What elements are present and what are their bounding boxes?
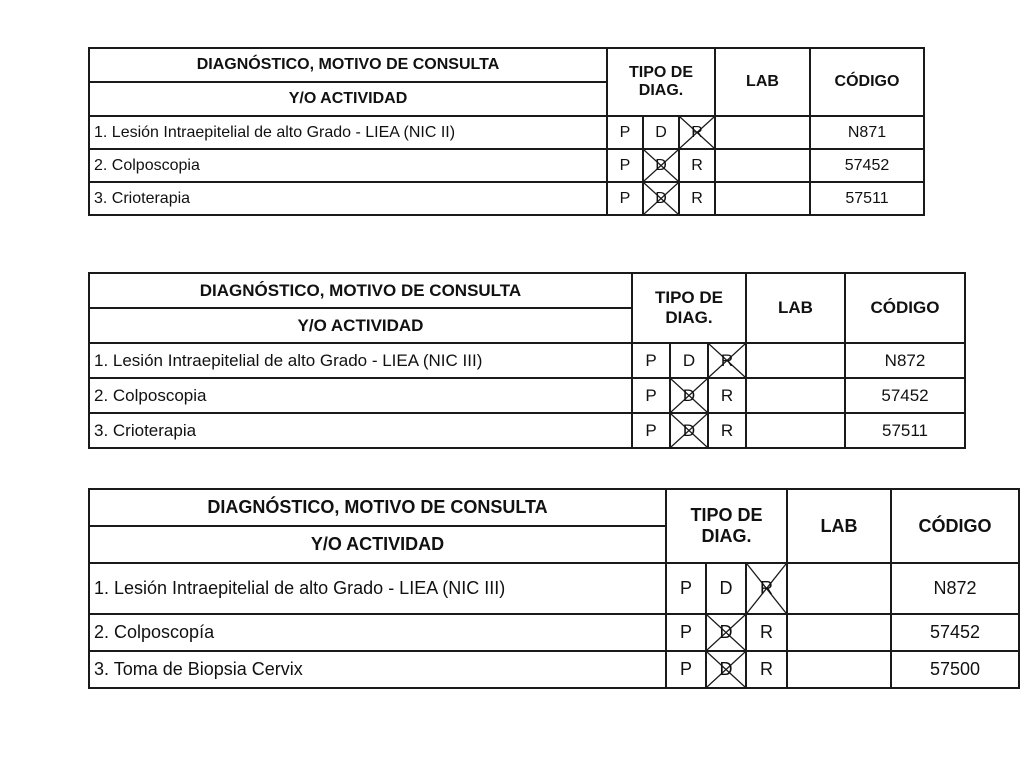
table-row [89, 182, 924, 215]
diag-type-p: P [632, 413, 670, 448]
diagnosis-table-2 [88, 272, 966, 449]
row-codigo: 57500 [891, 651, 1019, 688]
diag-type-d: D [643, 182, 679, 215]
table-row [89, 378, 965, 413]
diag-type-r: R [746, 651, 787, 688]
row-lab [715, 149, 810, 182]
row-description: 3. Toma de Biopsia Cervix [89, 651, 666, 688]
header-lab: LAB [746, 273, 845, 343]
table-row [89, 343, 965, 378]
diag-type-d: D [706, 563, 746, 614]
row-description: 1. Lesión Intraepitelial de alto Grado - LIEA (NIC III) [89, 563, 666, 614]
diag-type-d: D [670, 343, 708, 378]
diag-type-p: P [666, 614, 706, 651]
diag-type-r: R [708, 378, 746, 413]
header-codigo: CÓDIGO [891, 489, 1019, 563]
diag-type-d: D [643, 149, 679, 182]
header-lab: LAB [715, 48, 810, 116]
diag-type-r: R [746, 563, 787, 614]
table-row [89, 614, 1019, 651]
row-lab [715, 182, 810, 215]
row-description: 2. Colposcopia [89, 149, 607, 182]
diag-type-d: D [706, 651, 746, 688]
header-diagnostico: DIAGNÓSTICO, MOTIVO DE CONSULTA [89, 489, 666, 526]
diag-type-r: R [708, 343, 746, 378]
diag-type-p: P [607, 116, 643, 149]
row-codigo: 57452 [891, 614, 1019, 651]
diag-type-r: R [679, 116, 715, 149]
diag-type-p: P [632, 378, 670, 413]
diag-type-d: D [706, 614, 746, 651]
header-lab: LAB [787, 489, 891, 563]
diag-type-r: R [708, 413, 746, 448]
diagnosis-table-1 [88, 47, 925, 216]
row-codigo: N872 [845, 343, 965, 378]
row-lab [746, 378, 845, 413]
table-row [89, 563, 1019, 614]
row-lab [787, 651, 891, 688]
diag-type-p: P [666, 563, 706, 614]
row-description: 1. Lesión Intraepitelial de alto Grado - LIEA (NIC III) [89, 343, 632, 378]
diag-type-r: R [679, 182, 715, 215]
row-lab [715, 116, 810, 149]
row-lab [746, 413, 845, 448]
header-actividad: Y/O ACTIVIDAD [89, 308, 632, 343]
row-description: 3. Crioterapia [89, 413, 632, 448]
header-codigo: CÓDIGO [845, 273, 965, 343]
table-row [89, 413, 965, 448]
row-codigo: 57511 [845, 413, 965, 448]
diag-type-r: R [679, 149, 715, 182]
header-actividad: Y/O ACTIVIDAD [89, 526, 666, 563]
row-description: 1. Lesión Intraepitelial de alto Grado - LIEA (NIC II) [89, 116, 607, 149]
row-codigo: N872 [891, 563, 1019, 614]
row-codigo: 57452 [845, 378, 965, 413]
header-tipo-diag: TIPO DE DIAG. [632, 273, 746, 343]
diag-type-p: P [666, 651, 706, 688]
row-lab [787, 614, 891, 651]
row-lab [787, 563, 891, 614]
row-codigo: N871 [810, 116, 924, 149]
row-description: 2. Colposcopia [89, 378, 632, 413]
diag-type-d: D [643, 116, 679, 149]
header-diagnostico: DIAGNÓSTICO, MOTIVO DE CONSULTA [89, 273, 632, 308]
header-tipo-diag: TIPO DE DIAG. [607, 48, 715, 116]
diag-type-p: P [632, 343, 670, 378]
row-codigo: 57452 [810, 149, 924, 182]
diag-type-p: P [607, 149, 643, 182]
diagnosis-table-3 [88, 488, 1020, 689]
row-codigo: 57511 [810, 182, 924, 215]
header-tipo-diag: TIPO DE DIAG. [666, 489, 787, 563]
table-row [89, 651, 1019, 688]
diag-type-d: D [670, 378, 708, 413]
header-diagnostico: DIAGNÓSTICO, MOTIVO DE CONSULTA [89, 48, 607, 82]
diag-type-d: D [670, 413, 708, 448]
header-actividad: Y/O ACTIVIDAD [89, 82, 607, 116]
row-lab [746, 343, 845, 378]
row-description: 3. Crioterapia [89, 182, 607, 215]
row-description: 2. Colposcopía [89, 614, 666, 651]
table-row [89, 149, 924, 182]
table-row [89, 116, 924, 149]
diag-type-p: P [607, 182, 643, 215]
header-codigo: CÓDIGO [810, 48, 924, 116]
diag-type-r: R [746, 614, 787, 651]
